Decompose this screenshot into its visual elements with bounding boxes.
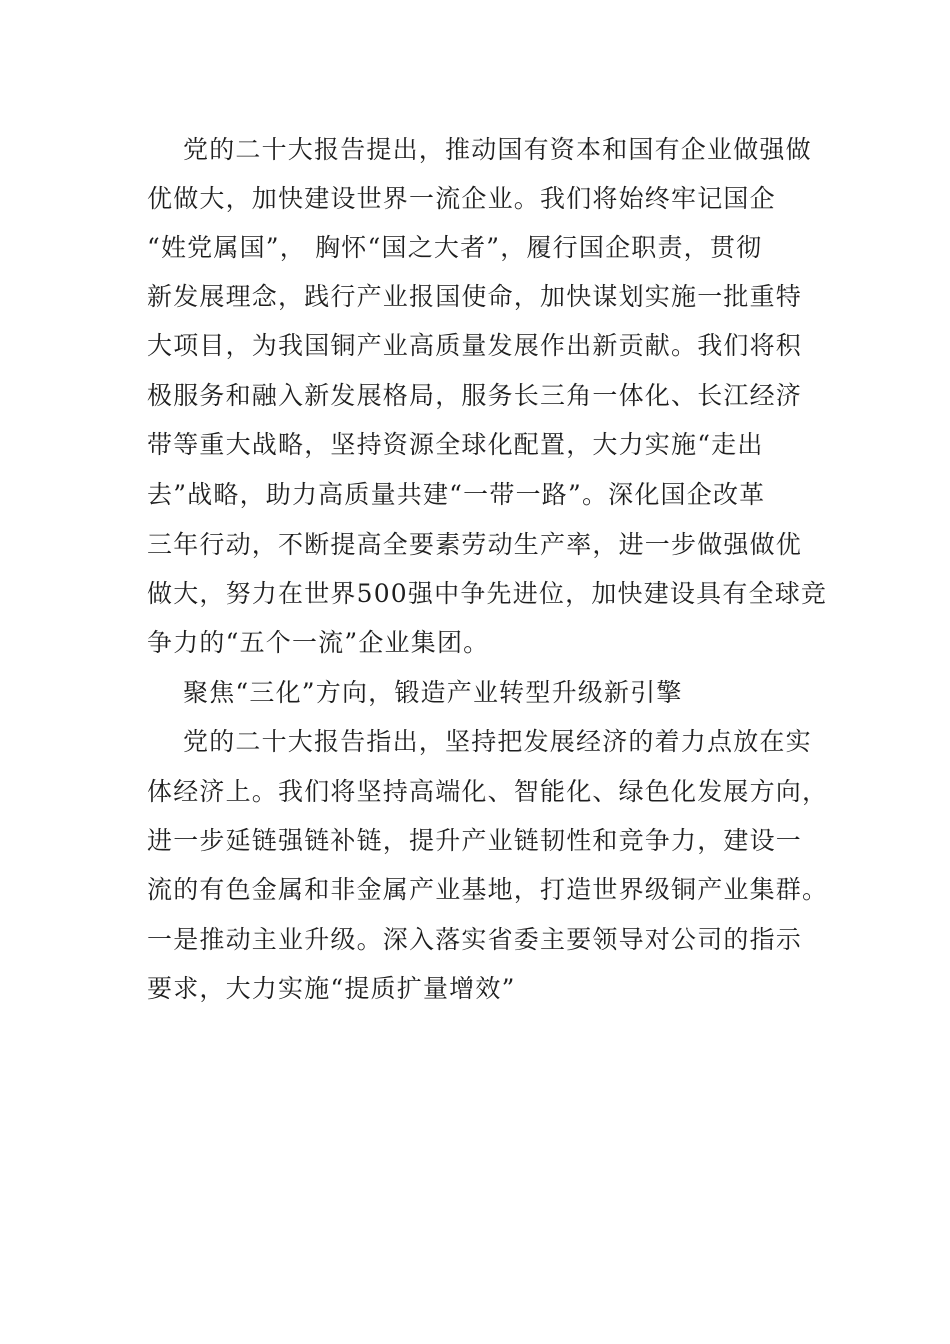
paragraph-1-line-9: 三年行动，不断提高全要素劳动生产率，进一步做强做优 — [147, 530, 803, 559]
paragraph-2-line-6: 要求，大力实施“提质扩量增效” — [147, 974, 516, 1003]
section-heading: 聚焦“三化”方向，锻造产业转型升级新引擎 — [183, 678, 683, 707]
paragraph-1-line-10: 做大，努力在世界500强中争先进位，加快建设具有全球竞 — [147, 579, 828, 608]
paragraph-2-line-4: 流的有色金属和非金属产业基地，打造世界级铜产业集群。 — [147, 875, 829, 904]
paragraph-1-line-6: 极服务和融入新发展格局，服务长三角一体化、长江经济 — [147, 381, 803, 410]
paragraph-1-line-1: 党的二十大报告提出，推动国有资本和国有企业做强做 — [183, 135, 812, 164]
paragraph-2-line-2: 体经济上。我们将坚持高端化、智能化、绿色化发展方向， — [147, 777, 829, 806]
paragraph-2-line-3: 进一步延链强链补链，提升产业链韧性和竞争力，建设一 — [147, 826, 803, 855]
paragraph-1-line-7: 带等重大战略，坚持资源全球化配置，大力实施“走出 — [147, 430, 764, 459]
paragraph-1-line-11: 争力的“五个一流”企业集团。 — [147, 628, 490, 657]
paragraph-1-line-3: “姓党属国”， 胸怀“国之大者”，履行国企职责，贯彻 — [147, 233, 763, 262]
paragraph-1-line-4: 新发展理念，践行产业报国使命，加快谋划实施一批重特 — [147, 282, 803, 311]
paragraph-1-line-5: 大项目，为我国铜产业高质量发展作出新贡献。我们将积 — [147, 331, 803, 360]
paragraph-1-line-2: 优做大，加快建设世界一流企业。我们将始终牢记国企 — [147, 184, 776, 213]
paragraph-1-line-8: 去”战略，助力高质量共建“一带一路”。深化国企改革 — [147, 480, 766, 509]
paragraph-2-line-5: 一是推动主业升级。深入落实省委主要领导对公司的指示 — [147, 925, 803, 954]
paragraph-2-line-1: 党的二十大报告指出，坚持把发展经济的着力点放在实 — [183, 727, 812, 756]
